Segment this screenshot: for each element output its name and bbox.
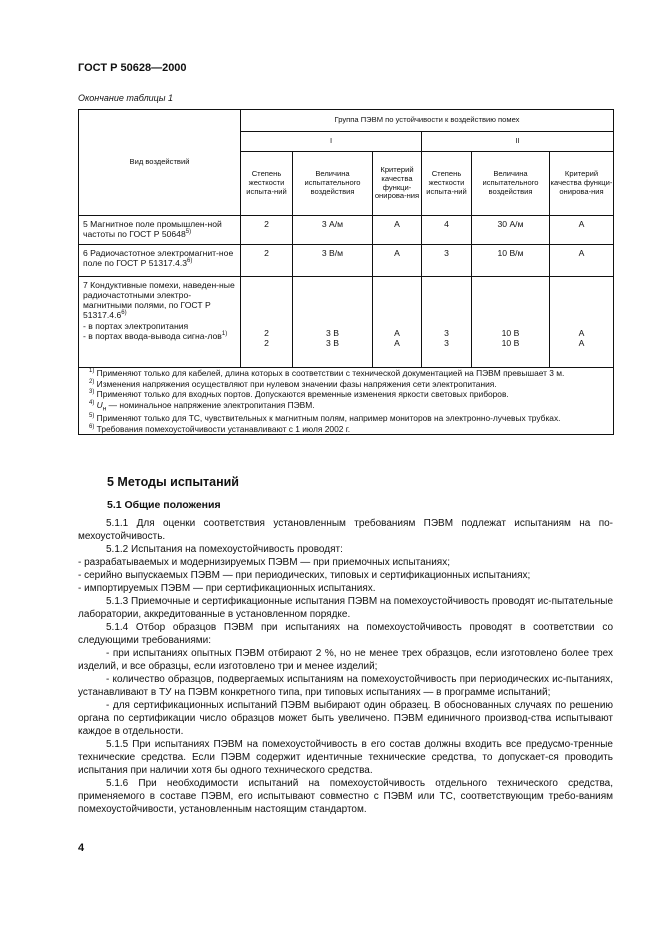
footnote: $^{6)}$ Требования помехоустойчивости устанавливают с 1 июля 2002 г. — [89, 423, 351, 434]
cell-g1-value: 3 А/м — [293, 216, 373, 245]
list-item: - при испытаниях опытных ПЭВМ отбирают 2 %, но не менее трех образцов, если изготовлено более трех изделий, и все образцы, если изготовлено три и менее изделий; — [78, 648, 613, 672]
subsection-title: 5.1 Общие положения — [107, 499, 221, 511]
section-title: 5 Методы испытаний — [107, 475, 239, 489]
cell-g2-degree: 3 3 — [422, 277, 472, 368]
row-label: 6 Радиочастотное электромагнит-ное поле по ГОСТ Р 51317.4.3$^{6)}$ — [79, 245, 241, 277]
requirements-table — [78, 109, 614, 435]
header-g2-criterion: Критерий качества функци-онирова-ния — [550, 152, 614, 216]
cell-g1-value: 3 В 3 В — [293, 277, 373, 368]
cell-g2-criterion: А — [550, 216, 614, 245]
row-label: 5 Магнитное поле промышлен-ной частоты по ГОСТ Р 50648$^{5)}$ — [79, 216, 241, 245]
table-footnotes — [79, 368, 614, 435]
table-footnotes-row — [79, 368, 614, 435]
row-sub-label-power: - в портах электропитания — [83, 320, 189, 331]
paragraph: 5.1.3 Приемочные и сертификационные испытания ПЭВМ на помехоустойчивость проводят ис-пытательные лаборатории, аккредитованные в установленном порядке. — [78, 596, 613, 620]
cell-g1-degree: 2 — [241, 245, 293, 277]
cell-g1-degree: 2 2 — [241, 277, 293, 368]
body-text — [78, 517, 613, 816]
table-row — [79, 277, 614, 368]
cell-g2-value: 30 А/м — [472, 216, 550, 245]
paragraph: 5.1.6 При необходимости испытаний на помехоустойчивость отдельного технического средства, применяемого в составе ПЭВМ, его испытывают совместно с ПЭВМ или ТС, соответствующим требо-ваниям помехоустойчивости, установленным настоящим стандартом. — [78, 778, 613, 815]
header-effect-type: Вид воздействий — [79, 110, 241, 216]
header-group-1: I — [241, 132, 422, 152]
cell-g2-criterion: А А — [550, 277, 614, 368]
paragraph: 5.1.2 Испытания на помехоустойчивость проводят: — [106, 544, 343, 555]
header-group-2: II — [422, 132, 614, 152]
list-item: - разрабатываемых и модернизируемых ПЭВМ — при приемочных испытаниях; — [78, 557, 450, 568]
footnote: $^{1)}$ Применяют только для кабелей, длина которых в соответствии с технической документацией на ПЭВМ превышает 3 м. — [89, 368, 565, 378]
header-g1-criterion: Критерий качества функци-онирова-ния — [373, 152, 422, 216]
footnote: $^{4)}$ $U_н$ — номинальное напряжение электропитания ПЭВМ. — [89, 399, 315, 413]
footnote: $^{2)}$ Изменения напряжения осуществляют при нулевом значении фазы напряжения сети электропитания. — [89, 378, 497, 389]
cell-g1-degree: 2 — [241, 216, 293, 245]
cell-g1-criterion: А А — [373, 277, 422, 368]
header-g1-degree: Степень жесткости испыта-ний — [241, 152, 293, 216]
cell-g1-criterion: А — [373, 245, 422, 277]
list-item: - импортируемых ПЭВМ — при сертификационных испытаниях. — [78, 583, 376, 594]
table-caption: Окончание таблицы 1 — [78, 93, 173, 103]
table-row — [79, 245, 614, 277]
footnote: $^{3)}$ Применяют только для входных портов. Допускаются временные изменения яркости световых приборов. — [89, 389, 509, 399]
cell-g2-degree: 4 — [422, 216, 472, 245]
header-group: Группа ПЭВМ по устойчивости к воздействию помех — [241, 110, 614, 132]
cell-g2-value: 10 В/м — [472, 245, 550, 277]
cell-g1-value: 3 В/м — [293, 245, 373, 277]
table-row — [79, 216, 614, 245]
document-header: ГОСТ Р 50628—2000 — [78, 62, 187, 74]
cell-g2-value: 10 В 10 В — [472, 277, 550, 368]
footnote: $^{5)}$ Применяют только для ТС, чувствительных к магнитным полям, например мониторов на электронно-лучевых трубках. — [89, 413, 561, 424]
cell-g2-degree: 3 — [422, 245, 472, 277]
paragraph: 5.1.1 Для оценки соответствия установленным требованиям ПЭВМ подлежат испытаниям на по-мехоустойчивость. — [78, 518, 613, 542]
list-item: - серийно выпускаемых ПЭВМ — при периодических, типовых и сертификационных испытаниях; — [78, 570, 531, 581]
paragraph: 5.1.4 Отбор образцов ПЭВМ при испытаниях на помехоустойчивость проводят в соответствии со следующими требованиями: — [78, 622, 613, 646]
cell-g2-criterion: А — [550, 245, 614, 277]
list-item: - количество образцов, подвергаемых испытаниям на помехоустойчивость при периодических ис-пытаниях, устанавливают в ТУ на ПЭВМ конкретного типа, при типовых испытаниях — в программе испытаний; — [78, 674, 613, 698]
row-sub-label-io: - в портах ввода-вывода сигна-лов$^{1)}$ — [83, 330, 228, 341]
header-g2-degree: Степень жесткости испыта-ний — [422, 152, 472, 216]
page-number: 4 — [78, 842, 85, 854]
paragraph: 5.1.5 При испытаниях ПЭВМ на помехоустойчивость в его состав должны входить все предусмо-тренные технические средства. Если ПЭВМ содержит идентичные технические средства, то допускает-ся проводить испытания при наличии хотя бы одного технического средства. — [78, 739, 613, 776]
header-g2-value: Величина испытательного воздействия — [472, 152, 550, 216]
cell-g1-criterion: А — [373, 216, 422, 245]
row-label: 7 Кондуктивные помехи, наведен-ные радиочастотными электро-магнитными полями, по ГОСТ Р 51317.4.6$^{6)}$ - в портах электропитания - в портах ввода-вывода сигна-лов$^{1)}$ — [79, 277, 241, 368]
list-item: - для сертификационных испытаний ПЭВМ выбирают один образец. В обоснованных случаях по решению органа по сертификации число образцов может быть увеличено. ПЭВМ единичного производ-ства испытывают каждое в отдельности. — [78, 700, 613, 737]
header-g1-value: Величина испытательного воздействия — [293, 152, 373, 216]
